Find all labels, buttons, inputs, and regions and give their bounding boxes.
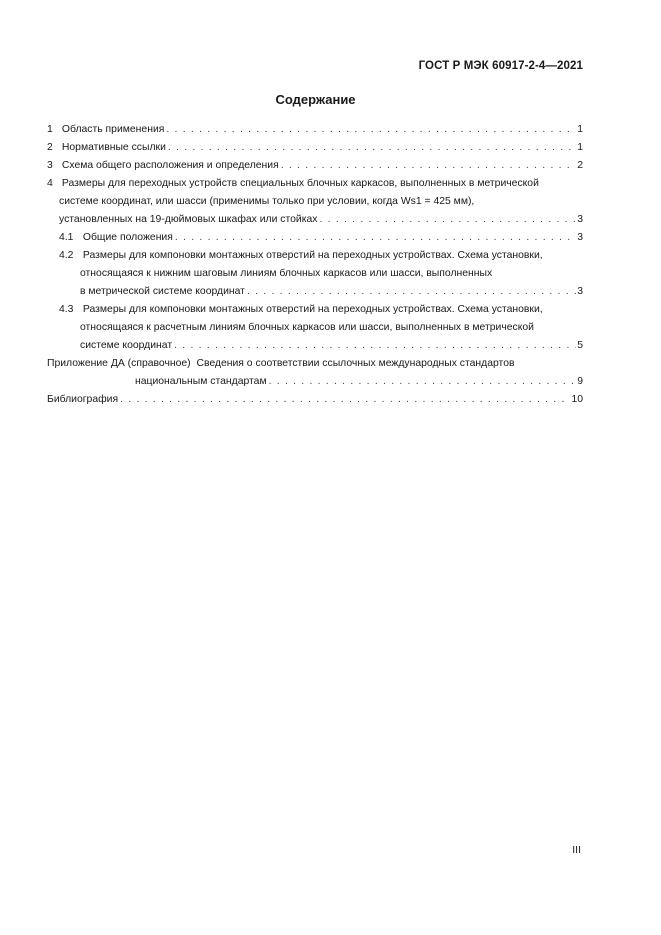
toc-entry-title-line: национальным стандартам — [135, 376, 267, 387]
dot-leader — [247, 283, 576, 301]
toc-entry-4-2[interactable] — [47, 247, 583, 301]
dot-leader — [168, 139, 576, 157]
toc-entry-title-line: Сведения о соответствии ссылочных международных стандартов — [196, 358, 515, 369]
standard-code: ГОСТ Р МЭК 60917-2-4—2021 — [418, 60, 583, 72]
toc-page-number: 3 — [577, 232, 583, 243]
dot-leader — [166, 121, 576, 139]
toc-page-number: 3 — [577, 214, 583, 225]
toc-entry-title-line: системе координат — [80, 340, 173, 351]
toc-entry-3[interactable] — [47, 157, 583, 175]
toc-entry-title: Библиография — [47, 394, 119, 405]
toc-page-number: 3 — [577, 286, 583, 297]
dot-leader — [174, 337, 576, 355]
toc-entry-title-line: Размеры для компоновки монтажных отверстий на переходных устройствах. Схема установки, — [82, 250, 543, 261]
dot-leader — [175, 229, 576, 247]
toc-page-number: 9 — [577, 376, 583, 387]
toc-entry-number: 4.3 — [59, 304, 74, 315]
toc-entry-title-line: в метрической системе координат — [80, 286, 245, 297]
table-of-contents — [47, 121, 583, 409]
toc-entry-number: 4.2 — [59, 250, 74, 261]
toc-entry-title-line: относящаяся к нижним шаговым линиям блочных каркасов или шасси, выполненных — [80, 268, 493, 279]
toc-entry-appendix-da[interactable] — [47, 355, 583, 391]
toc-entry-number: 2 — [47, 142, 53, 153]
toc-entry-4-1[interactable] — [47, 229, 583, 247]
toc-entry-title: Нормативные ссылки — [61, 142, 166, 153]
dot-leader — [120, 391, 570, 409]
toc-entry-1[interactable] — [47, 121, 583, 139]
appendix-label: Приложение ДА (справочное) — [47, 358, 191, 369]
toc-page-number: 10 — [571, 394, 583, 405]
toc-entry-number: 1 — [47, 124, 53, 135]
toc-entry-4[interactable] — [47, 175, 583, 229]
toc-entry-title-line: относящаяся к расчетным линиям блочных каркасов или шасси, выполненных в метрической — [80, 322, 534, 333]
toc-entry-number: 4.1 — [59, 232, 74, 243]
page-title: Содержание — [275, 92, 356, 107]
page-number: III — [572, 844, 581, 856]
dot-leader — [281, 157, 577, 175]
toc-entry-title: Общие положения — [82, 232, 173, 243]
toc-entry-title-line: системе координат, или шасси (применимы только при условии, когда Ws1 = 425 мм), — [59, 196, 475, 207]
toc-entry-4-3[interactable] — [47, 301, 583, 355]
toc-entry-2[interactable] — [47, 139, 583, 157]
toc-page-number: 1 — [577, 124, 583, 135]
toc-entry-number: 4 — [47, 178, 53, 189]
toc-page-number: 1 — [577, 142, 583, 153]
toc-entry-title-line: Размеры для компоновки монтажных отверстий на переходных устройствах. Схема установки, — [82, 304, 543, 315]
toc-page-number: 5 — [577, 340, 583, 351]
toc-entry-number: 3 — [47, 160, 53, 171]
toc-entry-title-line: установленных на 19-дюймовых шкафах или стойках — [59, 214, 318, 225]
toc-entry-bibliography[interactable] — [47, 391, 583, 409]
toc-entry-title: Схема общего расположения и определения — [61, 160, 279, 171]
toc-entry-title-line: Размеры для переходных устройств специальных блочных каркасов, выполненных в метрической — [61, 178, 539, 189]
toc-entry-title: Область применения — [61, 124, 165, 135]
toc-page-number: 2 — [577, 160, 583, 171]
dot-leader — [269, 373, 577, 391]
dot-leader — [319, 211, 576, 229]
